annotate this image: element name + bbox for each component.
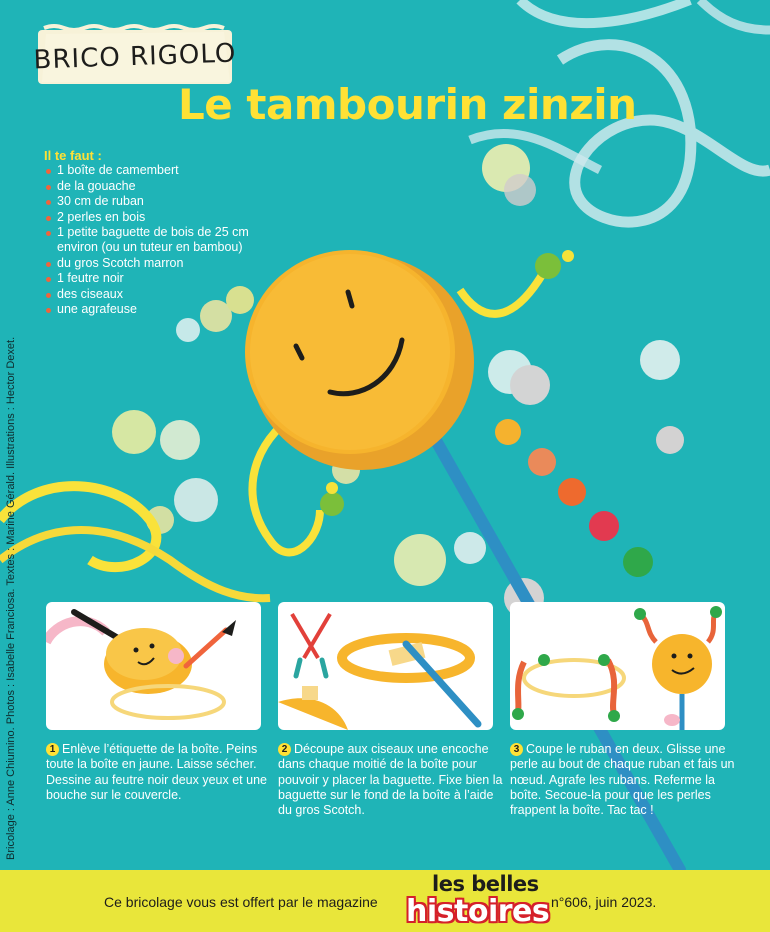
step-1-text: Enlève l’étiquette de la boîte. Peins toute la boîte en jaune. Laisse sécher. Dessine au feutre noir deux yeux et une bouche sur le couvercle. <box>46 742 267 802</box>
credits: Bricolage : Anne Chiumino. Photos : Isabelle Franciosa. Textes : Marine Gérald. Illustrations : Hector Dexet. <box>5 336 17 860</box>
step-3-number: 3 <box>510 743 523 756</box>
step-2-number: 2 <box>278 743 291 756</box>
ingredient-item: 30 cm de ruban <box>44 194 284 209</box>
step-2-text: Découpe aux ciseaux une encoche dans chaque moitié de la boîte pour pouvoir y placer la baguette. Fixe bien la baguette sur le fond de la boîte à l’aide du gros Scotch. <box>278 742 503 818</box>
ingredient-item: une agrafeuse <box>44 302 284 317</box>
ingredient-item: 1 feutre noir <box>44 271 284 286</box>
ingredient-item: du gros Scotch marron <box>44 256 284 271</box>
footer <box>0 870 770 932</box>
step-1-number: 1 <box>46 743 59 756</box>
ingredients-title: Il te faut : <box>44 148 102 163</box>
footer-offered-by: Ce bricolage vous est offert par le magazine <box>104 894 378 910</box>
step-1 <box>46 742 278 803</box>
step-3 <box>510 742 742 818</box>
ingredient-item: 2 perles en bois <box>44 210 284 225</box>
step-2-illustration <box>278 602 493 730</box>
logo-top-text: les belles <box>432 872 539 896</box>
ingredient-item: de la gouache <box>44 179 284 194</box>
ingredients-box <box>44 148 284 317</box>
page-title: Le tambourin zinzin <box>178 80 637 129</box>
ingredient-item: des ciseaux <box>44 287 284 302</box>
step-3-text: Coupe le ruban en deux. Glisse une perle au bout de chaque ruban et fais un nœud. Agrafe les rubans. Referme la boîte. Secoue-la pour que les perles frappent la boîte. Tac tac ! <box>510 742 735 818</box>
step-1-illustration <box>46 602 261 730</box>
step-2 <box>278 742 510 818</box>
ingredient-item: 1 boîte de camembert <box>44 163 284 178</box>
footer-issue: n°606, juin 2023. <box>551 894 657 910</box>
badge-label: BRICO RIGOLO <box>33 38 237 76</box>
ingredient-item: 1 petite baguette de bois de 25 cm environ (ou un tuteur en bambou) <box>44 225 284 256</box>
ingredients-list <box>44 163 284 317</box>
logo-bottom-text: histoires <box>406 894 550 929</box>
step-3-illustration <box>510 602 725 730</box>
